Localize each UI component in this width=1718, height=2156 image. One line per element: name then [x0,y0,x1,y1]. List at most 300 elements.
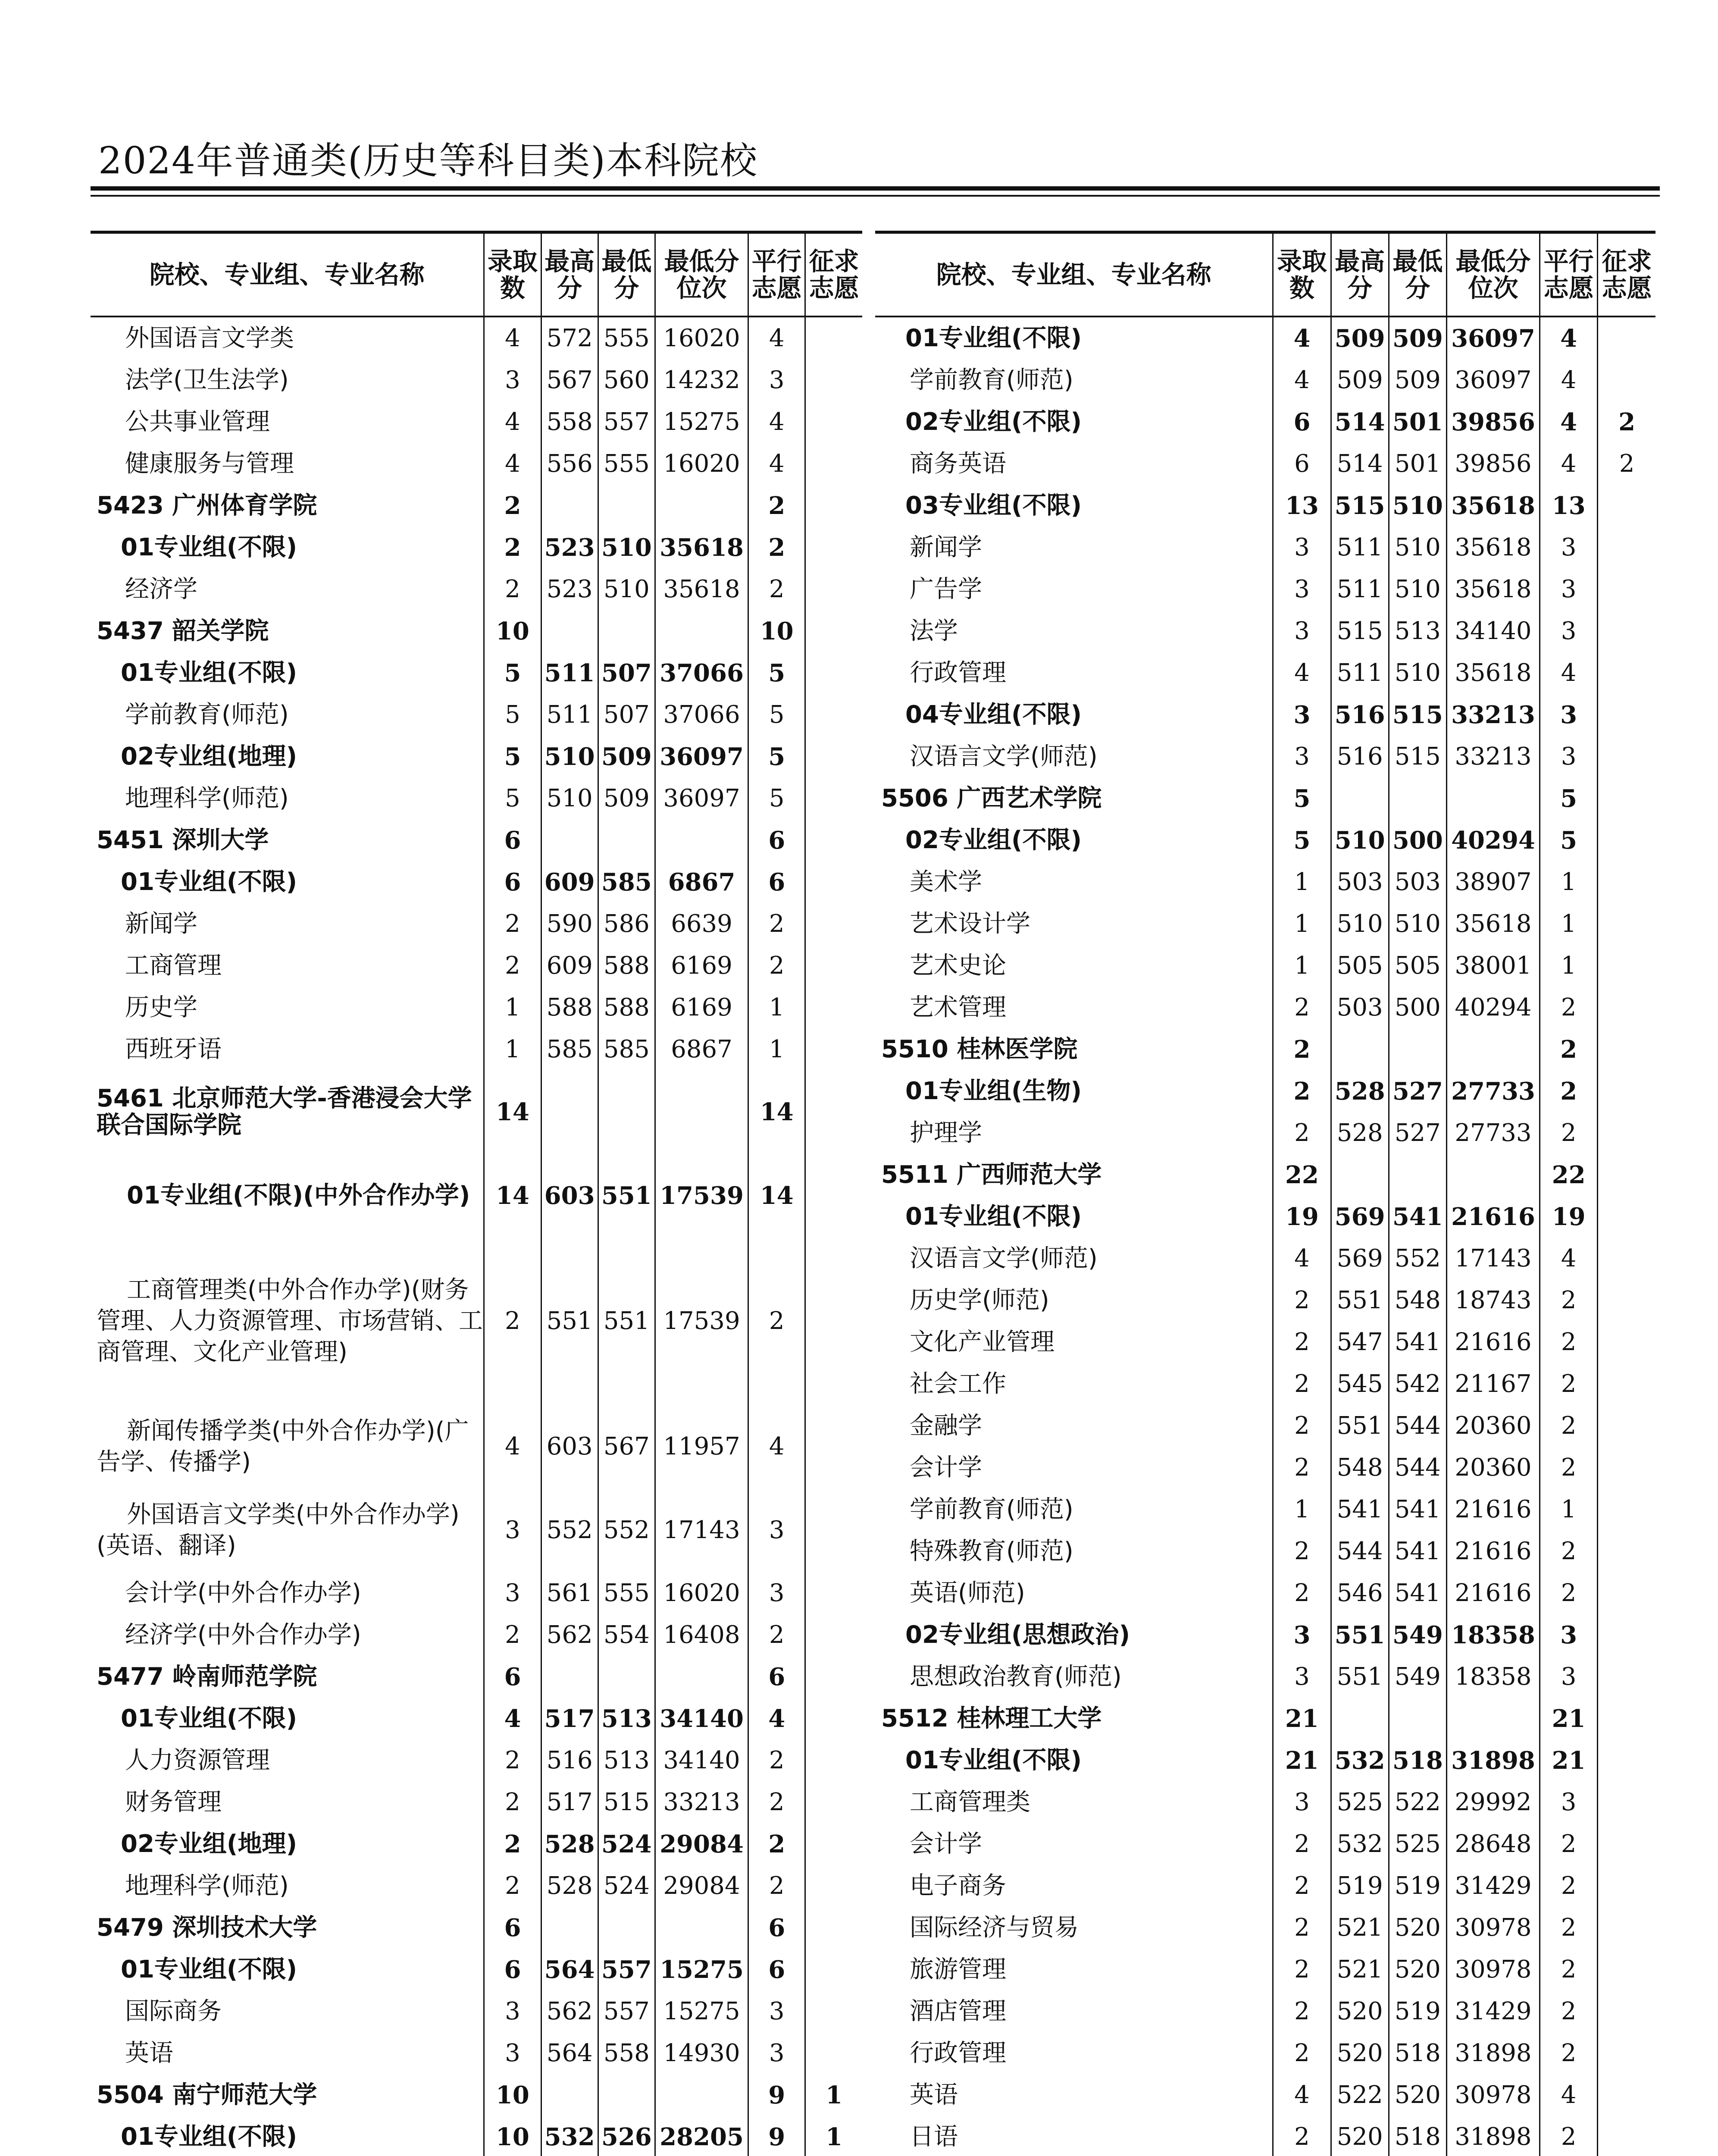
cell-solicit [1598,987,1655,1028]
cell-admitted: 2 [1273,1447,1331,1489]
cell-admitted: 4 [484,401,541,443]
cell-parallel: 21 [1540,1698,1597,1739]
cell-max-score: 556 [541,443,598,485]
major-row [91,1990,862,2032]
cell-min-rank: 35618 [1446,526,1540,568]
cell-name: 03专业组(不限) [905,491,1082,520]
cell-admitted: 10 [484,2116,541,2156]
group-row [875,317,1655,359]
cell-admitted: 3 [484,359,541,401]
cell-name: 西班牙语 [125,1035,222,1063]
cell-min-score [598,819,655,861]
cell-min-score: 551 [598,1238,655,1405]
cell-parallel: 3 [1540,1781,1597,1823]
cell-max-score: 503 [1331,861,1389,903]
major-row [875,1321,1655,1363]
major-row [91,1614,862,1656]
cell-name: 5423 广州体育学院 [97,491,317,520]
major-row [91,777,862,819]
cell-min-score: 501 [1389,443,1446,485]
cell-name: 01专业组(不限)(中外合作办学) [127,1181,470,1210]
cell-min-score: 588 [598,987,655,1028]
cell-max-score: 567 [541,359,598,401]
cell-solicit [805,1572,862,1614]
cell-min-score: 505 [1389,945,1446,987]
cell-min-score: 520 [1389,2074,1446,2116]
cell-parallel: 2 [1540,1070,1597,1112]
cell-min-score: 503 [1389,861,1446,903]
cell-min-score: 509 [1389,359,1446,401]
cell-admitted: 2 [1273,1990,1331,2032]
cell-max-score: 528 [541,1865,598,1907]
cell-admitted: 1 [484,1028,541,1070]
cell-parallel: 1 [1540,861,1597,903]
col-header-parallel: 平行志愿 [1540,232,1597,317]
cell-min-score: 557 [598,1990,655,2032]
cell-min-score: 552 [598,1489,655,1572]
cell-solicit [805,401,862,443]
cell-parallel: 4 [1540,2074,1597,2116]
cell-admitted: 4 [484,317,541,359]
cell-solicit [805,1907,862,1949]
cell-name: 公共事业管理 [125,407,270,436]
cell-parallel: 1 [748,987,805,1028]
cell-min-score: 509 [598,777,655,819]
cell-parallel: 2 [1540,1907,1597,1949]
major-row [875,526,1655,568]
cell-min-score: 541 [1389,1196,1446,1238]
cell-parallel: 5 [748,777,805,819]
cell-max-score [1331,777,1389,819]
cell-parallel: 6 [748,1949,805,1990]
cell-min-rank: 17143 [1446,1238,1540,1279]
cell-parallel: 2 [1540,2116,1597,2156]
cell-solicit: 1 [805,2074,862,2116]
school-row [875,1154,1655,1196]
cell-min-rank: 21616 [1446,1572,1540,1614]
admission-table-right [875,231,1655,2156]
cell-solicit [805,1154,862,1238]
major-row [875,1447,1655,1489]
cell-solicit [1598,2074,1655,2116]
cell-admitted: 3 [1273,568,1331,610]
cell-solicit [805,1405,862,1489]
cell-name: 美术学 [910,868,982,896]
cell-min-rank: 6867 [655,1028,748,1070]
cell-min-rank: 27733 [1446,1112,1540,1154]
group-row [875,1196,1655,1238]
cell-min-rank: 31429 [1446,1865,1540,1907]
cell-solicit [805,694,862,736]
cell-parallel: 4 [1540,401,1597,443]
cell-min-rank: 34140 [655,1698,748,1739]
cell-max-score: 603 [541,1405,598,1489]
cell-name: 5506 广西艺术学院 [881,784,1102,812]
cell-name: 思想政治教育(师范) [910,1662,1122,1691]
cell-solicit [805,777,862,819]
cell-min-score: 552 [1389,1238,1446,1279]
cell-parallel: 3 [1540,526,1597,568]
cell-admitted: 2 [1273,2032,1331,2074]
cell-min-rank: 27733 [1446,1070,1540,1112]
cell-max-score: 510 [1331,819,1389,861]
major-row [91,568,862,610]
cell-min-score: 510 [1389,903,1446,945]
major-row [91,1489,862,1572]
cell-max-score: 509 [1331,359,1389,401]
cell-max-score: 552 [541,1489,598,1572]
cell-max-score: 528 [541,1823,598,1865]
major-row [875,2032,1655,2074]
cell-name: 02专业组(不限) [905,407,1082,436]
major-row [875,861,1655,903]
cell-min-rank: 35618 [1446,568,1540,610]
cell-min-rank: 34140 [1446,610,1540,652]
cell-solicit [805,819,862,861]
school-row [91,1907,862,1949]
cell-min-score [598,1070,655,1154]
cell-name: 行政管理 [910,658,1006,687]
cell-parallel: 3 [1540,1614,1597,1656]
cell-solicit [1598,1949,1655,1990]
cell-min-rank [655,1907,748,1949]
col-header-name: 院校、专业组、专业名称 [91,232,484,317]
cell-min-score: 500 [1389,987,1446,1028]
cell-min-rank: 11957 [655,1405,748,1489]
cell-name: 历史学 [125,993,197,1022]
cell-max-score: 522 [1331,2074,1389,2116]
cell-min-score: 548 [1389,1279,1446,1321]
cell-solicit [1598,1321,1655,1363]
group-row [91,1154,862,1238]
cell-parallel: 4 [1540,317,1597,359]
cell-max-score: 547 [1331,1321,1389,1363]
cell-name: 国际经济与贸易 [910,1913,1079,1942]
cell-solicit [805,736,862,777]
group-row [91,526,862,568]
cell-parallel: 3 [1540,1656,1597,1698]
major-row [875,2074,1655,2116]
cell-solicit [1598,1489,1655,1530]
cell-min-rank: 30978 [1446,1949,1540,1990]
cell-admitted: 10 [484,2074,541,2116]
cell-solicit [805,1614,862,1656]
cell-max-score [1331,1028,1389,1070]
cell-name: 5479 深圳技术大学 [97,1913,317,1942]
cell-max-score: 569 [1331,1196,1389,1238]
cell-solicit [1598,1363,1655,1405]
cell-parallel: 4 [1540,652,1597,694]
cell-name: 5461 北京师范大学-香港浸会大学联合国际学院 [97,1084,472,1139]
school-row [91,819,862,861]
cell-solicit [1598,610,1655,652]
cell-max-score: 546 [1331,1572,1389,1614]
cell-max-score: 516 [1331,694,1389,736]
cell-max-score: 516 [541,1739,598,1781]
col-header-solicit: 征求志愿 [805,232,862,317]
cell-solicit [1598,2116,1655,2156]
cell-admitted: 2 [484,1614,541,1656]
cell-parallel: 3 [748,1572,805,1614]
major-row [91,1405,862,1489]
cell-solicit [805,485,862,526]
major-row [91,987,862,1028]
table-header-row [91,232,862,317]
cell-admitted: 4 [1273,359,1331,401]
cell-admitted: 2 [484,903,541,945]
col-header-parallel: 平行志愿 [748,232,805,317]
cell-min-rank: 17539 [655,1154,748,1238]
cell-solicit [805,317,862,359]
cell-max-score [541,1070,598,1154]
cell-min-score: 518 [1389,2116,1446,2156]
major-row [875,1823,1655,1865]
cell-min-rank: 28205 [655,2116,748,2156]
cell-admitted: 2 [1273,1112,1331,1154]
cell-solicit [1598,1907,1655,1949]
cell-min-score: 541 [1389,1530,1446,1572]
cell-min-score: 513 [598,1698,655,1739]
cell-max-score: 509 [1331,317,1389,359]
cell-min-score: 515 [1389,694,1446,736]
cell-min-score: 554 [598,1614,655,1656]
cell-max-score: 551 [1331,1405,1389,1447]
cell-name: 01专业组(不限) [121,868,297,896]
cell-solicit [1598,317,1655,359]
cell-min-rank: 29084 [655,1865,748,1907]
cell-name: 经济学(中外合作办学) [125,1620,361,1649]
cell-min-rank [655,485,748,526]
cell-min-rank: 6639 [655,903,748,945]
cell-solicit [1598,1279,1655,1321]
cell-admitted: 6 [484,861,541,903]
cell-min-rank: 38907 [1446,861,1540,903]
cell-min-score: 519 [1389,1865,1446,1907]
cell-min-rank: 36097 [655,777,748,819]
cell-solicit [805,443,862,485]
cell-admitted: 22 [1273,1154,1331,1196]
cell-name: 工商管理 [125,951,222,980]
cell-max-score: 609 [541,945,598,987]
cell-admitted: 2 [484,485,541,526]
major-row [875,945,1655,987]
cell-parallel: 2 [1540,2032,1597,2074]
cell-max-score: 510 [1331,903,1389,945]
cell-admitted: 2 [484,568,541,610]
cell-max-score: 551 [1331,1656,1389,1698]
cell-min-score: 585 [598,861,655,903]
cell-solicit: 1 [805,2116,862,2156]
cell-max-score [1331,1154,1389,1196]
cell-parallel: 6 [748,1907,805,1949]
cell-solicit [1598,1572,1655,1614]
major-row [875,1949,1655,1990]
cell-min-score: 509 [1389,317,1446,359]
cell-name: 新闻学 [910,533,982,561]
major-row [91,2032,862,2074]
cell-name: 财务管理 [125,1788,222,1816]
cell-parallel: 2 [1540,1363,1597,1405]
cell-min-score [598,485,655,526]
cell-max-score: 528 [1331,1112,1389,1154]
cell-min-score: 518 [1389,1739,1446,1781]
cell-parallel: 2 [1540,1279,1597,1321]
cell-name: 广告学 [910,575,982,603]
cell-admitted: 1 [484,987,541,1028]
cell-parallel: 2 [748,1865,805,1907]
cell-min-rank: 35618 [655,568,748,610]
cell-max-score: 511 [1331,652,1389,694]
cell-min-score: 507 [598,694,655,736]
cell-solicit [1598,736,1655,777]
major-row [875,903,1655,945]
cell-solicit [805,526,862,568]
cell-admitted: 3 [1273,1781,1331,1823]
col-header-admitted: 录取数 [484,232,541,317]
major-row [875,1405,1655,1447]
major-row [875,1489,1655,1530]
cell-min-rank: 14930 [655,2032,748,2074]
major-row [91,1238,862,1405]
cell-solicit [805,2032,862,2074]
major-row [875,443,1655,485]
cell-max-score: 562 [541,1990,598,2032]
cell-max-score: 511 [1331,526,1389,568]
cell-name: 02专业组(不限) [905,826,1082,854]
cell-name: 02专业组(思想政治) [905,1620,1130,1649]
cell-name: 学前教育(师范) [910,1495,1073,1523]
cell-name: 汉语言文学(师范) [910,1244,1098,1272]
cell-solicit [805,568,862,610]
major-row [875,1990,1655,2032]
cell-min-rank: 16020 [655,443,748,485]
cell-max-score [541,819,598,861]
cell-min-rank: 18743 [1446,1279,1540,1321]
cell-min-score: 567 [598,1405,655,1489]
table-header-row [875,232,1655,317]
cell-name: 01专业组(不限) [905,1202,1082,1231]
cell-min-rank: 31898 [1446,2116,1540,2156]
cell-admitted: 3 [1273,1614,1331,1656]
major-row [875,1572,1655,1614]
group-row [91,1698,862,1739]
group-row [91,736,862,777]
cell-parallel: 10 [748,610,805,652]
cell-min-rank: 16408 [655,1614,748,1656]
major-row [875,1656,1655,1698]
cell-solicit [805,1990,862,2032]
cell-parallel: 5 [1540,777,1597,819]
cell-admitted: 2 [1273,1070,1331,1112]
cell-admitted: 3 [484,2032,541,2074]
cell-admitted: 6 [484,819,541,861]
major-row [875,1907,1655,1949]
cell-max-score [541,1907,598,1949]
cell-solicit [805,1656,862,1698]
cell-min-rank: 35618 [1446,652,1540,694]
cell-max-score: 505 [1331,945,1389,987]
cell-min-rank: 37066 [655,652,748,694]
cell-admitted: 2 [484,1823,541,1865]
cell-min-rank: 6867 [655,861,748,903]
cell-parallel: 22 [1540,1154,1597,1196]
group-row [875,819,1655,861]
cell-min-score: 527 [1389,1112,1446,1154]
cell-name: 艺术设计学 [910,909,1030,938]
cell-parallel: 2 [748,903,805,945]
cell-min-rank [655,1070,748,1154]
cell-min-rank: 35618 [1446,903,1540,945]
cell-min-score [598,1907,655,1949]
cell-solicit [805,1070,862,1154]
cell-parallel: 9 [748,2074,805,2116]
cell-solicit [1598,945,1655,987]
cell-solicit [805,1238,862,1405]
cell-min-rank: 36097 [1446,317,1540,359]
cell-name: 英语 [125,2039,173,2067]
cell-parallel: 6 [748,819,805,861]
cell-solicit [1598,652,1655,694]
cell-solicit [1598,1990,1655,2032]
cell-admitted: 1 [1273,945,1331,987]
cell-name: 酒店管理 [910,1997,1006,2025]
cell-name: 5504 南宁师范大学 [97,2081,317,2109]
cell-parallel: 5 [1540,819,1597,861]
cell-admitted: 6 [1273,401,1331,443]
cell-parallel: 5 [748,736,805,777]
cell-name: 历史学(师范) [910,1286,1049,1314]
cell-min-rank: 6169 [655,945,748,987]
cell-max-score: 520 [1331,1990,1389,2032]
cell-admitted: 2 [1273,1279,1331,1321]
cell-name: 人力资源管理 [125,1746,270,1774]
cell-parallel: 3 [1540,568,1597,610]
cell-parallel: 2 [1540,1028,1597,1070]
cell-min-rank: 31898 [1446,1739,1540,1781]
major-row [91,1028,862,1070]
cell-parallel: 6 [748,861,805,903]
cell-min-score: 542 [1389,1363,1446,1405]
cell-admitted: 2 [1273,1865,1331,1907]
cell-admitted: 5 [484,777,541,819]
cell-name: 商务英语 [910,449,1006,478]
group-row [875,694,1655,736]
cell-min-rank: 33213 [1446,736,1540,777]
cell-admitted: 3 [484,1990,541,2032]
cell-max-score: 514 [1331,443,1389,485]
major-row [91,903,862,945]
cell-parallel: 2 [748,1614,805,1656]
cell-parallel: 14 [748,1070,805,1154]
cell-solicit [1598,2032,1655,2074]
cell-min-score: 544 [1389,1405,1446,1447]
cell-max-score: 609 [541,861,598,903]
cell-min-rank: 38001 [1446,945,1540,987]
cell-name: 日语 [910,2122,958,2151]
cell-parallel: 3 [1540,610,1597,652]
cell-name: 艺术史论 [910,951,1006,980]
cell-solicit [805,861,862,903]
cell-min-rank [1446,777,1540,819]
major-row [875,1781,1655,1823]
cell-min-score: 510 [1389,652,1446,694]
cell-admitted: 2 [1273,1405,1331,1447]
cell-max-score: 519 [1331,1865,1389,1907]
cell-max-score: 523 [541,568,598,610]
cell-admitted: 14 [484,1154,541,1238]
major-row [91,401,862,443]
cell-name: 会计学(中外合作办学) [125,1579,361,1607]
